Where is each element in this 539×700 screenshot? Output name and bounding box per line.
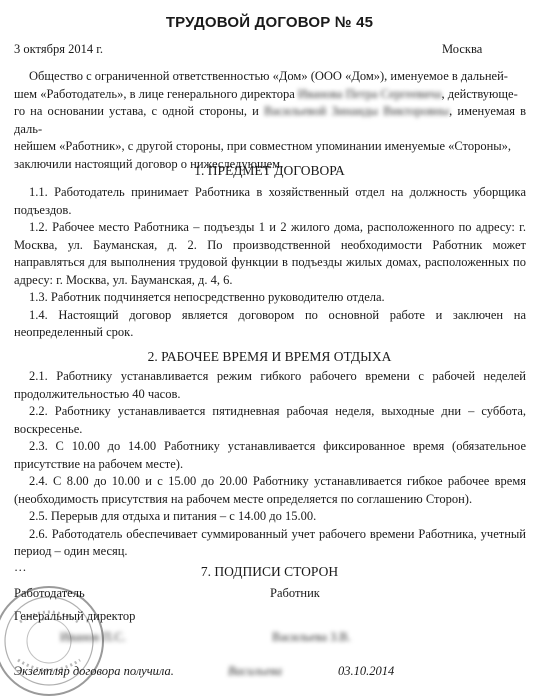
intro-text: , именуемая в даль- <box>14 104 527 136</box>
section-heading: 2. РАБОЧЕЕ ВРЕМЯ И ВРЕМЯ ОТДЫХА <box>147 349 392 364</box>
contract-date: 3 октября 2014 г. <box>14 42 104 56</box>
redacted-director-name: Иванова Петра Сергеевича <box>297 86 442 101</box>
employee-signature: Васильева З.В. <box>272 630 351 644</box>
intro-line: Общество с ограниченной ответственностью «Дом» (ООО «Дом»), именуемое в дальней- <box>29 69 508 83</box>
clause: 2.4. С 8.00 до 10.00 и с 15.00 до 20.00 Работнику устанавливается гибкое рабочее время (необходимость присутствия на рабочем месте определяется по соглашению Сторон). <box>14 474 526 506</box>
document-title: ТРУДОВОЙ ДОГОВОР № 45 <box>165 14 374 31</box>
clause: 1.1. Работодатель принимает Работника в хозяйственный отдел на должность уборщика подъездов. <box>14 185 526 217</box>
clause: 1.2. Рабочее место Работника – подъезды 1 и 2 жилого дома, расположенного по адресу: г. Москва, ул. Бауманская, д. 2. По производственной необходимости Работник может направляться для выполнения трудовой функции в подъезды жилых домах, расположенных по адресу: г. Москва, ул. Бауманская, д. 4, 6. <box>14 220 526 287</box>
intro-text: го на основании устава, с одной стороны, и <box>14 104 259 118</box>
clause: 2.6. Работодатель обеспечивает суммированный учет рабочего времени Работника, учетный период – один месяц. <box>14 526 526 558</box>
director-label: Генеральный директор <box>14 609 136 623</box>
employee-label: Работник <box>270 586 320 600</box>
copy-received-signature: Васильева <box>228 664 282 678</box>
section-2-body <box>14 368 526 573</box>
clause: 2.3. С 10.00 до 14.00 Работнику устанавливается фиксированное время (обязательное присутствие на рабочем месте). <box>14 439 526 471</box>
intro-paragraph <box>14 68 526 173</box>
intro-text: , действующе- <box>441 86 518 101</box>
intro-line <box>14 86 526 104</box>
contract-city: Москва <box>442 42 483 56</box>
intro-text: шем «Работодатель», в лице генерального директора <box>14 86 295 101</box>
intro-line <box>14 103 526 138</box>
clause: 2.2. Работнику устанавливается пятидневная рабочая неделя, выходные дни – суббота, воскресенье. <box>14 404 526 436</box>
clause: 1.3. Работник подчиняется непосредственно руководителю отдела. <box>29 290 385 304</box>
employer-label: Работодатель <box>14 586 85 600</box>
ellipsis: … <box>14 559 27 574</box>
clause: 2.1. Работнику устанавливается режим гибкого рабочего времени с рабочей неделей продолжительностью 40 часов. <box>14 369 526 401</box>
intro-line: заключили настоящий договор о нижеследующем. <box>14 156 284 171</box>
intro-line: нейшем «Работник», с другой стороны, при совместном упоминании именуемые «Стороны», <box>14 139 512 153</box>
clause: 1.4. Настоящий договор является договором по основной работе и заключен на неопределенный срок. <box>14 307 526 339</box>
clause: 2.5. Перерыв для отдыха и питания – с 14.00 до 15.00. <box>29 509 317 523</box>
redacted-employee-name: Васильевой Зинаиды Викторовны <box>263 104 450 118</box>
section-heading: 1. ПРЕДМЕТ ДОГОВОРА <box>194 163 345 178</box>
section-heading: 7. ПОДПИСИ СТОРОН <box>200 564 339 579</box>
employer-signature: Иванов П.С. <box>60 630 126 644</box>
copy-received-note: Экземпляр договора получила. <box>14 664 174 678</box>
section-1-body <box>14 184 526 342</box>
copy-received-date: 03.10.2014 <box>338 664 395 678</box>
